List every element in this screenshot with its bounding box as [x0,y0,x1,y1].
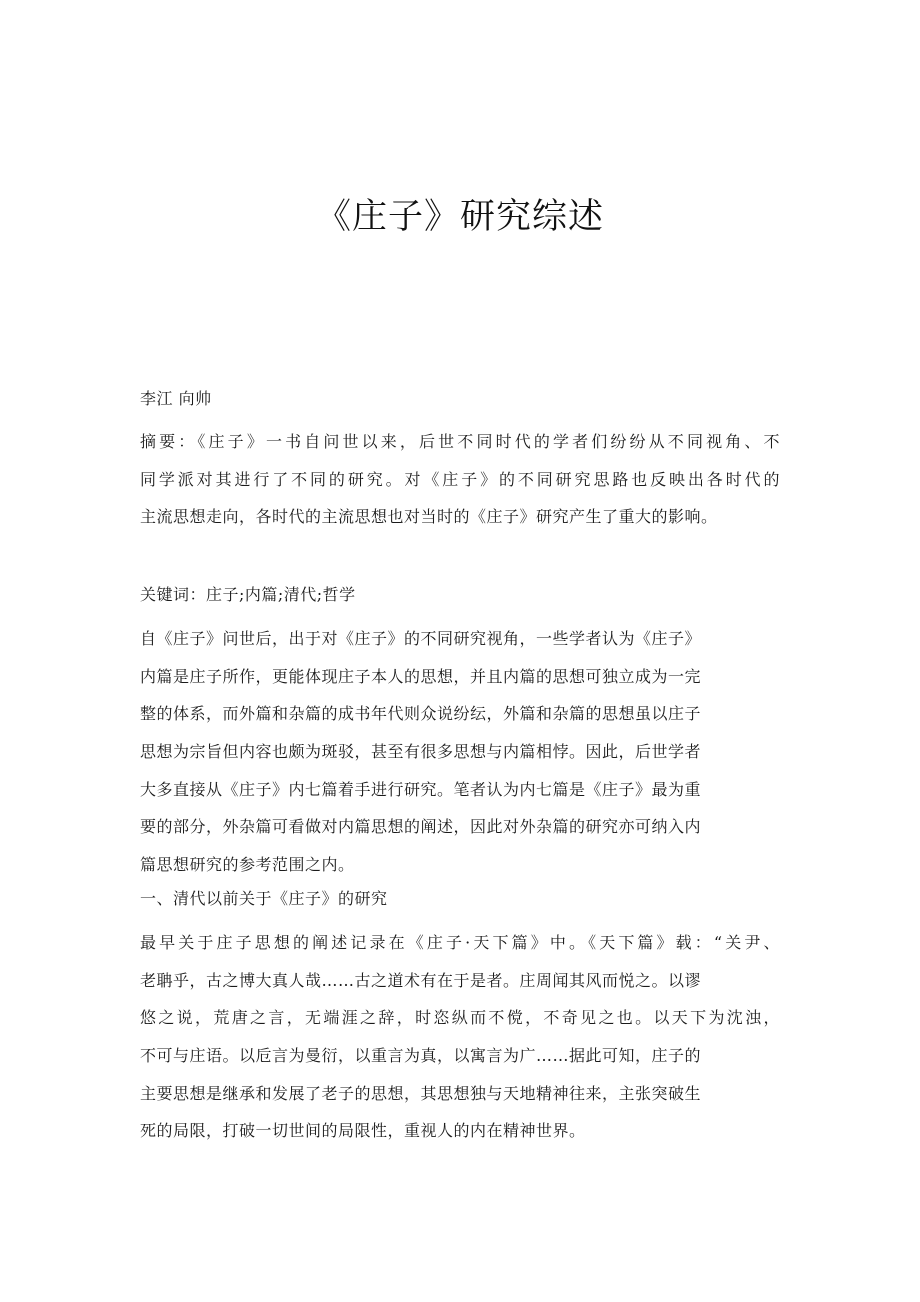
intro-line: 思想为宗旨但内容也颇为斑驳，甚至有很多思想与内篇相悖。因此，后世学者 [140,742,702,762]
section-heading-text: 一、清代以前关于《庄子》的研究 [140,889,388,908]
section-paragraph [140,924,780,1150]
section-heading [140,880,780,918]
section-line: 死的局限，打破一切世间的局限性，重视人的内在精神世界。 [140,1121,586,1141]
abstract-paragraph [140,423,780,536]
section-line: 最早关于庄子思想的阐述记录在《庄子·天下篇》中。《天下篇》载：“关尹、 [140,933,780,952]
author-line [140,380,780,418]
section-line: 悠之说，荒唐之言，无端涯之辞，时恣纵而不傥，不奇见之也。以天下为沈浊， [140,1008,780,1028]
abstract-line: 同学派对其进行了不同的研究。对《庄子》的不同研究思路也反映出各时代的 [140,469,780,489]
authors-text: 李江 向帅 [140,389,212,408]
intro-paragraph [140,620,780,884]
section-line: 老聃乎，古之博大真人哉……古之道术有在于是者。庄周闻其风而悦之。以谬 [140,970,702,990]
intro-line: 整的体系，而外篇和杂篇的成书年代则众说纷纭，外篇和杂篇的思想虽以庄子 [140,704,702,724]
section-line: 主要思想是继承和发展了老子的思想，其思想独与天地精神往来，主张突破生 [140,1083,702,1103]
abstract-line: 摘要：《庄子》一书自问世以来，后世不同时代的学者们纷纷从不同视角、不 [140,432,780,451]
intro-line: 要的部分，外杂篇可看做对内篇思想的阐述，因此对外杂篇的研究亦可纳入内 [140,817,702,837]
abstract-line: 主流思想走向，各时代的主流思想也对当时的《庄子》研究产生了重大的影响。 [140,507,718,527]
intro-line: 大多直接从《庄子》内七篇着手进行研究。笔者认为内七篇是《庄子》最为重 [140,779,702,799]
section-line: 不可与庄语。以卮言为曼衍，以重言为真，以寓言为广……据此可知，庄子的 [140,1046,702,1066]
keywords-text: 关键词：庄子;内篇;清代;哲学 [140,585,356,604]
document-title: 《庄子》研究综述 [315,197,604,237]
intro-line: 篇思想研究的参考范围之内。 [140,855,355,875]
intro-line: 内篇是庄子所作，更能体现庄子本人的思想，并且内篇的思想可独立成为一完 [140,666,702,686]
intro-line: 自《庄子》问世后，出于对《庄子》的不同研究视角，一些学者认为《庄子》 [140,629,702,648]
keywords-line [140,576,780,614]
